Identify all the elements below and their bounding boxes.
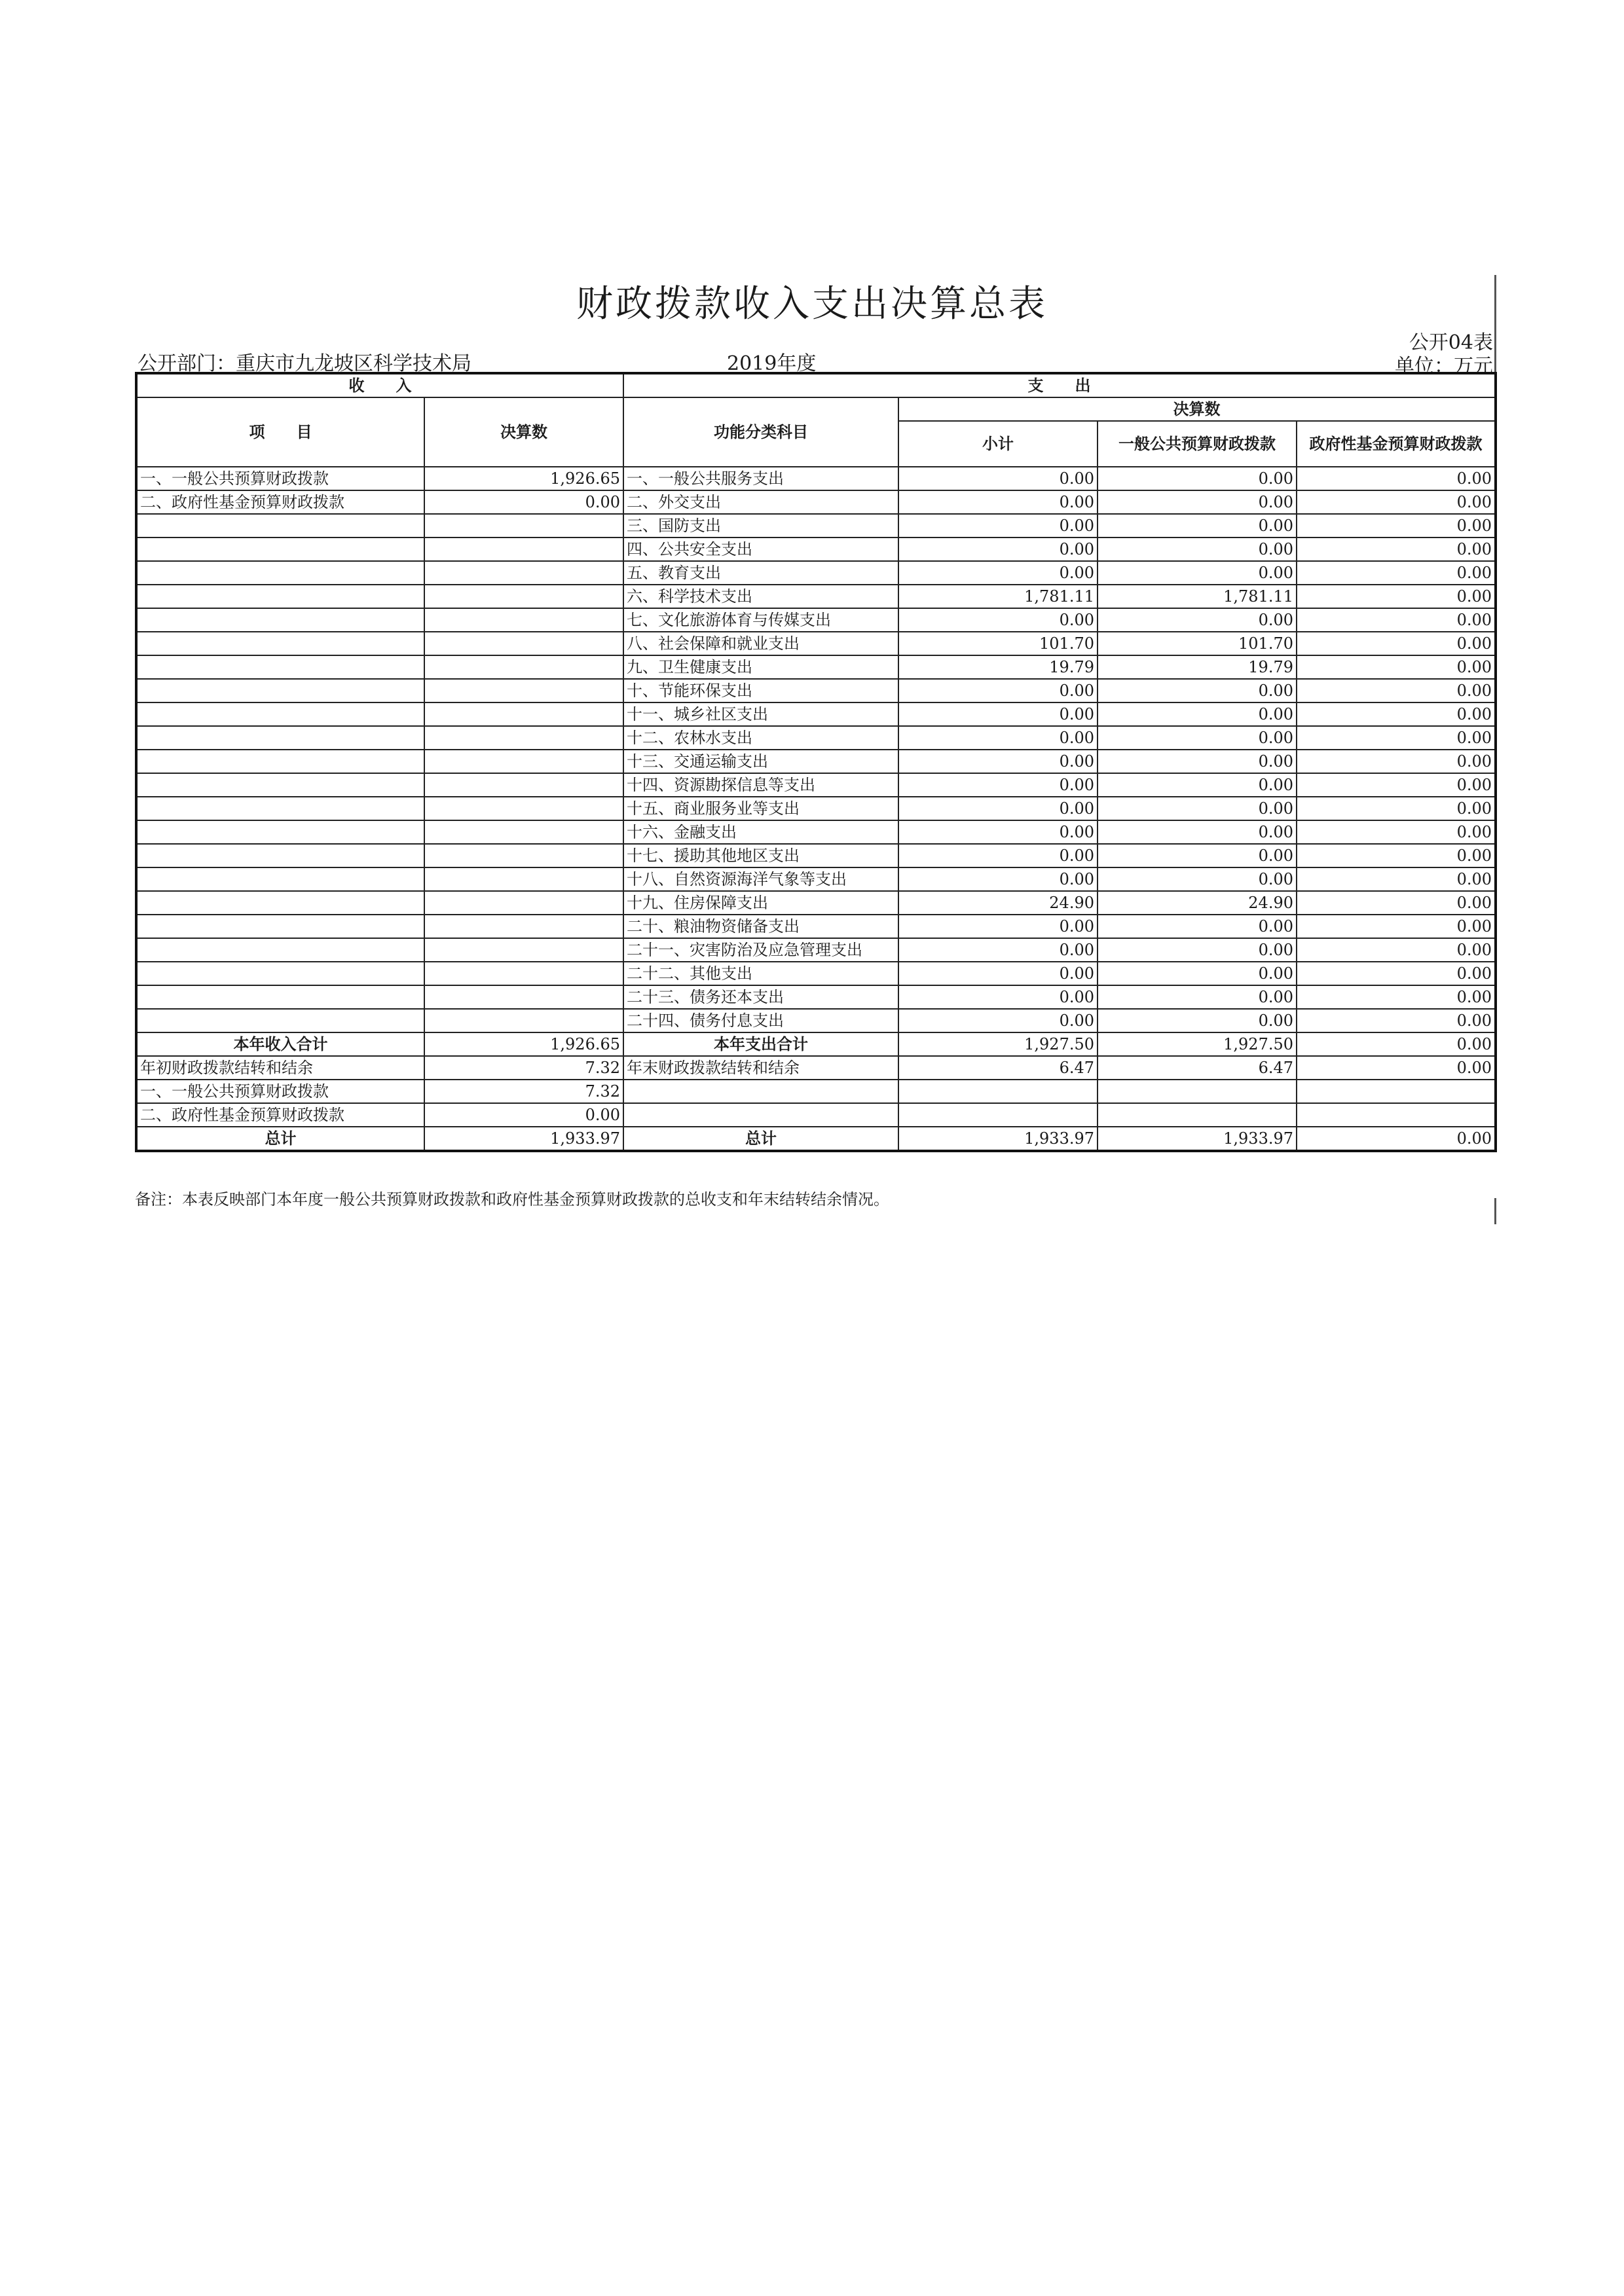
income-amount-cell bbox=[424, 538, 623, 561]
general-budget-cell: 0.00 bbox=[1098, 561, 1297, 585]
income-amount-cell: 1,926.65 bbox=[424, 467, 623, 490]
table-row bbox=[136, 938, 1496, 962]
gov-fund-cell: 0.00 bbox=[1297, 561, 1496, 585]
subtotal-cell: 0.00 bbox=[898, 797, 1098, 820]
expense-item-cell: 四、公共安全支出 bbox=[623, 538, 898, 561]
income-amount-cell bbox=[424, 561, 623, 585]
income-item-cell bbox=[136, 844, 424, 867]
subtotal-cell: 101.70 bbox=[898, 632, 1098, 655]
income-item-cell bbox=[136, 938, 424, 962]
income-amount-cell bbox=[424, 844, 623, 867]
subtotal-cell: 0.00 bbox=[898, 750, 1098, 773]
gov-fund-cell: 0.00 bbox=[1297, 1009, 1496, 1032]
income-item-cell bbox=[136, 655, 424, 679]
subtotal-cell: 0.00 bbox=[898, 938, 1098, 962]
table-row bbox=[136, 538, 1496, 561]
gov-fund-cell: 0.00 bbox=[1297, 750, 1496, 773]
income-item-cell bbox=[136, 702, 424, 726]
subtotal-cell: 0.00 bbox=[898, 561, 1098, 585]
item-header: 项 目 bbox=[136, 397, 424, 467]
gov-fund-cell: 0.00 bbox=[1297, 608, 1496, 632]
table-row bbox=[136, 867, 1496, 891]
income-amount-cell bbox=[424, 773, 623, 797]
income-item-cell bbox=[136, 985, 424, 1009]
expense-item-cell: 八、社会保障和就业支出 bbox=[623, 632, 898, 655]
general-budget-cell: 0.00 bbox=[1098, 938, 1297, 962]
empty-cell bbox=[1098, 1103, 1297, 1127]
subtotal-cell: 0.00 bbox=[898, 514, 1098, 538]
gov-fund-cell: 0.00 bbox=[1297, 867, 1496, 891]
final-amount-header: 决算数 bbox=[898, 397, 1496, 421]
table-row bbox=[136, 844, 1496, 867]
table-row bbox=[136, 962, 1496, 985]
general-budget-cell: 0.00 bbox=[1098, 608, 1297, 632]
income-item-cell bbox=[136, 891, 424, 915]
expense-item-cell: 十、节能环保支出 bbox=[623, 679, 898, 702]
gov-fund-cell: 0.00 bbox=[1297, 538, 1496, 561]
carry-fund-row bbox=[136, 1103, 1496, 1127]
closing-balance-label: 年末财政拨款结转和结余 bbox=[623, 1056, 898, 1080]
gov-fund-header: 政府性基金预算财政拨款 bbox=[1297, 421, 1496, 467]
income-amount-cell bbox=[424, 915, 623, 938]
carry-fund-amount: 0.00 bbox=[424, 1103, 623, 1127]
general-budget-header: 一般公共预算财政拨款 bbox=[1098, 421, 1297, 467]
subtotal-cell: 0.00 bbox=[898, 608, 1098, 632]
table-row bbox=[136, 915, 1496, 938]
table-row bbox=[136, 726, 1496, 750]
income-header: 收 入 bbox=[136, 373, 623, 397]
income-item-cell bbox=[136, 915, 424, 938]
scan-edge-line bbox=[1494, 275, 1496, 373]
general-budget-cell: 0.00 bbox=[1098, 538, 1297, 561]
income-amount-cell bbox=[424, 820, 623, 844]
income-amount-header: 决算数 bbox=[424, 397, 623, 467]
gov-fund-cell: 0.00 bbox=[1297, 985, 1496, 1009]
income-amount-cell bbox=[424, 962, 623, 985]
table-row bbox=[136, 585, 1496, 608]
form-code: 公开04表 bbox=[1409, 331, 1493, 354]
gov-fund-cell: 0.00 bbox=[1297, 891, 1496, 915]
gov-fund-cell: 0.00 bbox=[1297, 820, 1496, 844]
table-row bbox=[136, 773, 1496, 797]
general-budget-cell: 0.00 bbox=[1098, 773, 1297, 797]
income-amount-cell bbox=[424, 726, 623, 750]
table-row bbox=[136, 490, 1496, 514]
income-item-cell bbox=[136, 726, 424, 750]
general-budget-cell: 0.00 bbox=[1098, 702, 1297, 726]
income-item-cell bbox=[136, 750, 424, 773]
income-amount-cell bbox=[424, 867, 623, 891]
carry-fund-label: 二、政府性基金预算财政拨款 bbox=[136, 1103, 424, 1127]
income-item-cell bbox=[136, 797, 424, 820]
general-budget-cell: 0.00 bbox=[1098, 985, 1297, 1009]
closing-balance-subtotal: 6.47 bbox=[898, 1056, 1098, 1080]
general-budget-cell: 0.00 bbox=[1098, 844, 1297, 867]
general-budget-cell: 1,781.11 bbox=[1098, 585, 1297, 608]
empty-cell bbox=[1297, 1103, 1496, 1127]
year-label: 2019年度 bbox=[727, 352, 817, 375]
gov-fund-cell: 0.00 bbox=[1297, 702, 1496, 726]
grand-expense-subtotal: 1,933.97 bbox=[898, 1127, 1098, 1151]
gov-fund-cell: 0.00 bbox=[1297, 773, 1496, 797]
table-row bbox=[136, 467, 1496, 490]
expense-item-cell: 二十、粮油物资储备支出 bbox=[623, 915, 898, 938]
general-budget-cell: 0.00 bbox=[1098, 797, 1297, 820]
expense-item-cell: 一、一般公共服务支出 bbox=[623, 467, 898, 490]
general-budget-cell: 101.70 bbox=[1098, 632, 1297, 655]
subtotal-cell: 1,781.11 bbox=[898, 585, 1098, 608]
income-item-cell: 一、一般公共预算财政拨款 bbox=[136, 467, 424, 490]
subtotal-cell: 0.00 bbox=[898, 915, 1098, 938]
year-expense-subtotal: 1,927.50 bbox=[898, 1032, 1098, 1056]
income-item-cell bbox=[136, 679, 424, 702]
expense-item-cell: 二十四、债务付息支出 bbox=[623, 1009, 898, 1032]
subtotal-cell: 24.90 bbox=[898, 891, 1098, 915]
income-amount-cell bbox=[424, 1009, 623, 1032]
table-row bbox=[136, 1009, 1496, 1032]
empty-cell bbox=[1297, 1080, 1496, 1103]
income-item-cell bbox=[136, 867, 424, 891]
table-row bbox=[136, 985, 1496, 1009]
subtotal-cell: 0.00 bbox=[898, 538, 1098, 561]
table-row bbox=[136, 514, 1496, 538]
closing-balance-fund: 0.00 bbox=[1297, 1056, 1496, 1080]
table-row bbox=[136, 891, 1496, 915]
gov-fund-cell: 0.00 bbox=[1297, 655, 1496, 679]
opening-balance-label: 年初财政拨款结转和结余 bbox=[136, 1056, 424, 1080]
income-amount-cell bbox=[424, 655, 623, 679]
table-row bbox=[136, 820, 1496, 844]
general-budget-cell: 0.00 bbox=[1098, 1009, 1297, 1032]
opening-balance-amount: 7.32 bbox=[424, 1056, 623, 1080]
empty-cell bbox=[898, 1080, 1098, 1103]
expense-item-cell: 十九、住房保障支出 bbox=[623, 891, 898, 915]
page-title: 财政拨款收入支出决算总表 bbox=[576, 283, 1048, 325]
subtotal-cell: 0.00 bbox=[898, 962, 1098, 985]
function-category-header: 功能分类科目 bbox=[623, 397, 898, 467]
subtotal-cell: 0.00 bbox=[898, 702, 1098, 726]
expense-item-cell: 二十二、其他支出 bbox=[623, 962, 898, 985]
year-total-row bbox=[136, 1032, 1496, 1056]
gov-fund-cell: 0.00 bbox=[1297, 490, 1496, 514]
general-budget-cell: 0.00 bbox=[1098, 750, 1297, 773]
expense-item-cell: 七、文化旅游体育与传媒支出 bbox=[623, 608, 898, 632]
grand-expense-fund: 0.00 bbox=[1297, 1127, 1496, 1151]
income-item-cell bbox=[136, 608, 424, 632]
general-budget-cell: 24.90 bbox=[1098, 891, 1297, 915]
subtotal-cell: 0.00 bbox=[898, 985, 1098, 1009]
expense-item-cell: 十八、自然资源海洋气象等支出 bbox=[623, 867, 898, 891]
expense-item-cell: 十四、资源勘探信息等支出 bbox=[623, 773, 898, 797]
grand-expense-total-label: 总计 bbox=[623, 1127, 898, 1151]
income-amount-cell bbox=[424, 514, 623, 538]
gov-fund-cell: 0.00 bbox=[1297, 797, 1496, 820]
grand-income-total-label: 总计 bbox=[136, 1127, 424, 1151]
income-amount-cell: 0.00 bbox=[424, 490, 623, 514]
subtotal-cell: 0.00 bbox=[898, 726, 1098, 750]
expense-item-cell: 十三、交通运输支出 bbox=[623, 750, 898, 773]
expense-item-cell: 六、科学技术支出 bbox=[623, 585, 898, 608]
general-budget-cell: 0.00 bbox=[1098, 915, 1297, 938]
income-item-cell bbox=[136, 561, 424, 585]
subtotal-cell: 0.00 bbox=[898, 844, 1098, 867]
expense-item-cell: 二十一、灾害防治及应急管理支出 bbox=[623, 938, 898, 962]
general-budget-cell: 0.00 bbox=[1098, 726, 1297, 750]
expense-item-cell: 三、国防支出 bbox=[623, 514, 898, 538]
general-budget-cell: 0.00 bbox=[1098, 820, 1297, 844]
expense-item-cell: 十七、援助其他地区支出 bbox=[623, 844, 898, 867]
income-amount-cell bbox=[424, 608, 623, 632]
subtotal-header: 小计 bbox=[898, 421, 1098, 467]
table-row bbox=[136, 702, 1496, 726]
subtotal-cell: 19.79 bbox=[898, 655, 1098, 679]
subtotal-cell: 0.00 bbox=[898, 467, 1098, 490]
income-item-cell bbox=[136, 514, 424, 538]
gov-fund-cell: 0.00 bbox=[1297, 938, 1496, 962]
year-expense-total-label: 本年支出合计 bbox=[623, 1032, 898, 1056]
income-amount-cell bbox=[424, 585, 623, 608]
income-amount-cell bbox=[424, 891, 623, 915]
gov-fund-cell: 0.00 bbox=[1297, 844, 1496, 867]
subtotal-cell: 0.00 bbox=[898, 867, 1098, 891]
unit-label: 单位：万元 bbox=[1395, 355, 1493, 378]
table-row bbox=[136, 797, 1496, 820]
income-amount-cell bbox=[424, 797, 623, 820]
income-amount-cell bbox=[424, 679, 623, 702]
general-budget-cell: 0.00 bbox=[1098, 467, 1297, 490]
expense-item-cell: 十一、城乡社区支出 bbox=[623, 702, 898, 726]
carry-over-row bbox=[136, 1056, 1496, 1080]
expense-item-cell: 二、外交支出 bbox=[623, 490, 898, 514]
gov-fund-cell: 0.00 bbox=[1297, 726, 1496, 750]
gov-fund-cell: 0.00 bbox=[1297, 585, 1496, 608]
table-row bbox=[136, 655, 1496, 679]
department-label: 公开部门：重庆市九龙坡区科学技术局 bbox=[138, 352, 471, 375]
income-amount-cell bbox=[424, 985, 623, 1009]
subtotal-cell: 0.00 bbox=[898, 490, 1098, 514]
scan-edge-line bbox=[1494, 1198, 1496, 1224]
income-item-cell bbox=[136, 538, 424, 561]
subtotal-cell: 0.00 bbox=[898, 1009, 1098, 1032]
year-expense-fund: 0.00 bbox=[1297, 1032, 1496, 1056]
gov-fund-cell: 0.00 bbox=[1297, 514, 1496, 538]
grand-expense-general: 1,933.97 bbox=[1098, 1127, 1297, 1151]
income-item-cell bbox=[136, 632, 424, 655]
income-item-cell bbox=[136, 1009, 424, 1032]
footnote: 备注：本表反映部门本年度一般公共预算财政拨款和政府性基金预算财政拨款的总收支和年末结转结余情况。 bbox=[135, 1190, 889, 1209]
expense-item-cell: 十二、农林水支出 bbox=[623, 726, 898, 750]
carry-general-amount: 7.32 bbox=[424, 1080, 623, 1103]
expense-header: 支 出 bbox=[623, 373, 1496, 397]
table-row bbox=[136, 561, 1496, 585]
table-row bbox=[136, 608, 1496, 632]
table-row bbox=[136, 632, 1496, 655]
year-expense-general: 1,927.50 bbox=[1098, 1032, 1297, 1056]
gov-fund-cell: 0.00 bbox=[1297, 679, 1496, 702]
table-row bbox=[136, 679, 1496, 702]
year-income-total-label: 本年收入合计 bbox=[136, 1032, 424, 1056]
general-budget-cell: 0.00 bbox=[1098, 962, 1297, 985]
gov-fund-cell: 0.00 bbox=[1297, 915, 1496, 938]
grand-income-total-amount: 1,933.97 bbox=[424, 1127, 623, 1151]
subtotal-cell: 0.00 bbox=[898, 679, 1098, 702]
subtotal-cell: 0.00 bbox=[898, 820, 1098, 844]
year-income-total-amount: 1,926.65 bbox=[424, 1032, 623, 1056]
general-budget-cell: 0.00 bbox=[1098, 679, 1297, 702]
subtotal-cell: 0.00 bbox=[898, 773, 1098, 797]
empty-cell bbox=[623, 1080, 898, 1103]
budget-summary-table bbox=[135, 372, 1497, 1152]
income-item-cell bbox=[136, 962, 424, 985]
carry-general-row bbox=[136, 1080, 1496, 1103]
income-item-cell bbox=[136, 773, 424, 797]
gov-fund-cell: 0.00 bbox=[1297, 962, 1496, 985]
income-amount-cell bbox=[424, 702, 623, 726]
expense-item-cell: 五、教育支出 bbox=[623, 561, 898, 585]
income-item-cell bbox=[136, 820, 424, 844]
income-amount-cell bbox=[424, 938, 623, 962]
expense-item-cell: 十六、金融支出 bbox=[623, 820, 898, 844]
income-item-cell bbox=[136, 585, 424, 608]
grand-total-row bbox=[136, 1127, 1496, 1151]
expense-item-cell: 十五、商业服务业等支出 bbox=[623, 797, 898, 820]
table-row bbox=[136, 750, 1496, 773]
general-budget-cell: 0.00 bbox=[1098, 867, 1297, 891]
closing-balance-general: 6.47 bbox=[1098, 1056, 1297, 1080]
empty-cell bbox=[623, 1103, 898, 1127]
income-amount-cell bbox=[424, 632, 623, 655]
gov-fund-cell: 0.00 bbox=[1297, 467, 1496, 490]
expense-item-cell: 二十三、债务还本支出 bbox=[623, 985, 898, 1009]
carry-general-label: 一、一般公共预算财政拨款 bbox=[136, 1080, 424, 1103]
empty-cell bbox=[898, 1103, 1098, 1127]
gov-fund-cell: 0.00 bbox=[1297, 632, 1496, 655]
general-budget-cell: 19.79 bbox=[1098, 655, 1297, 679]
income-amount-cell bbox=[424, 750, 623, 773]
general-budget-cell: 0.00 bbox=[1098, 490, 1297, 514]
empty-cell bbox=[1098, 1080, 1297, 1103]
expense-item-cell: 九、卫生健康支出 bbox=[623, 655, 898, 679]
general-budget-cell: 0.00 bbox=[1098, 514, 1297, 538]
income-item-cell: 二、政府性基金预算财政拨款 bbox=[136, 490, 424, 514]
